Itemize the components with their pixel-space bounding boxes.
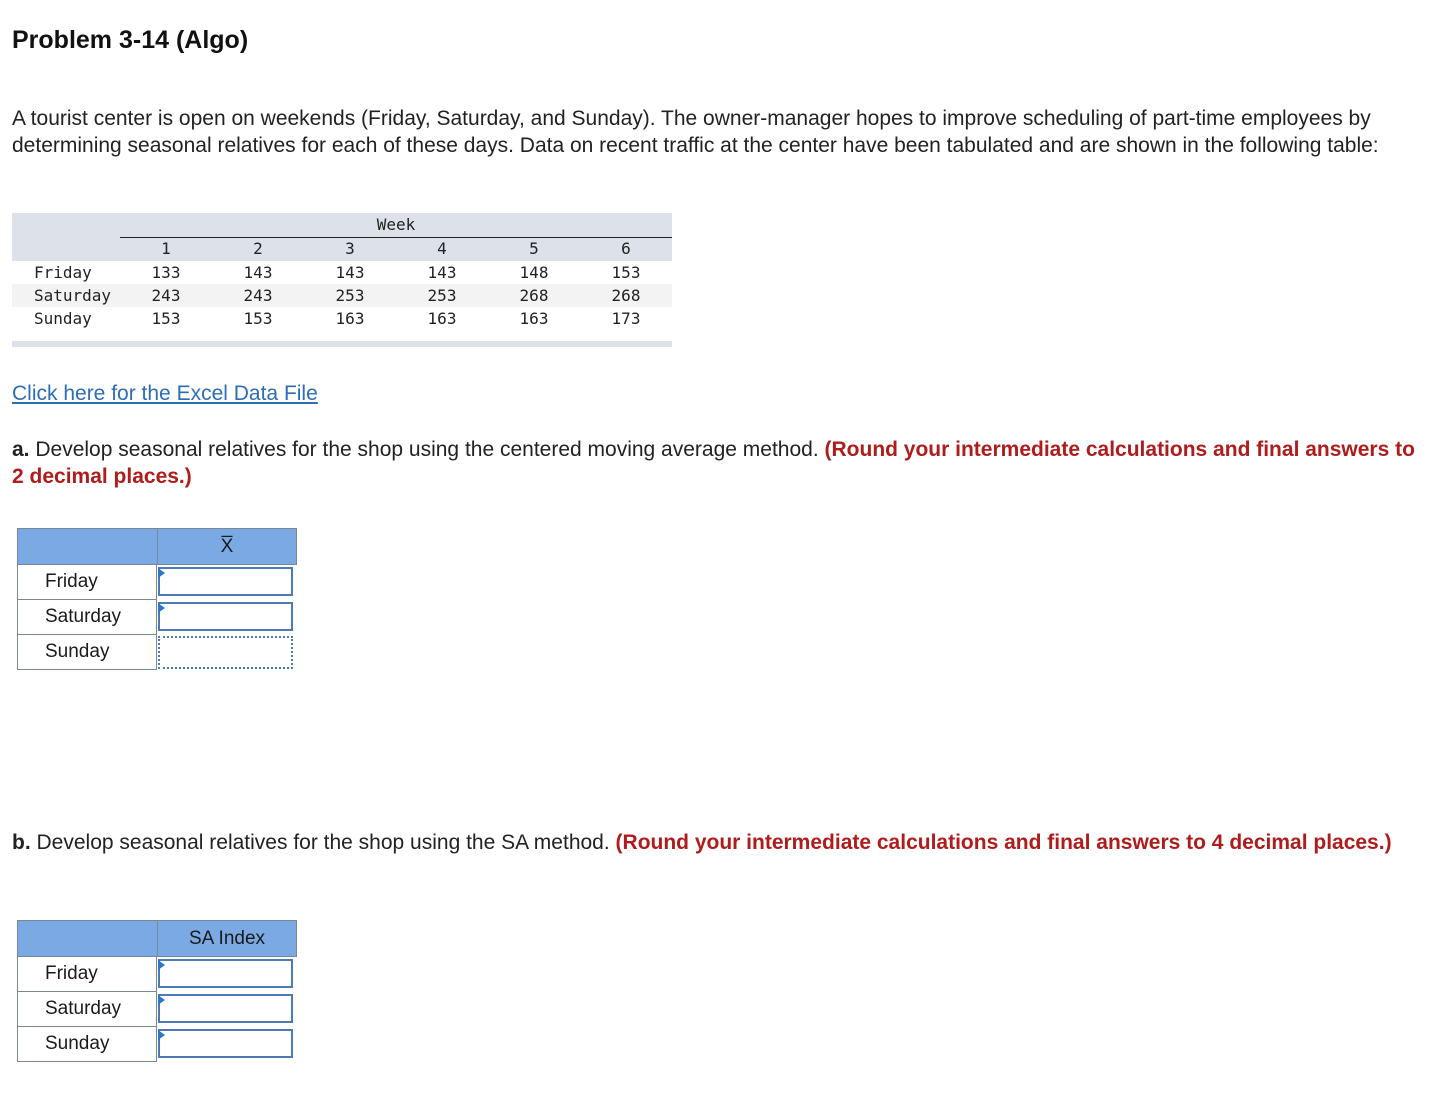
answer-row-label: Friday bbox=[17, 957, 157, 992]
answer-row-friday bbox=[17, 957, 297, 992]
table-cell: 243 bbox=[243, 286, 273, 305]
table-cell: 268 bbox=[519, 286, 549, 305]
part-a-label: a. bbox=[12, 438, 30, 461]
row-label: Sunday bbox=[34, 309, 92, 328]
x-bar-column-header: X̅ bbox=[220, 535, 234, 557]
answer-row-label: Saturday bbox=[17, 992, 157, 1027]
input-marker-icon bbox=[158, 995, 165, 1005]
part-a-answer-table bbox=[17, 528, 297, 670]
answer-row-sunday bbox=[17, 1027, 297, 1062]
table-cell: 253 bbox=[427, 286, 457, 305]
table-cell: 153 bbox=[151, 309, 181, 328]
saturday-sa-index-input[interactable] bbox=[158, 994, 293, 1023]
table-cell: 133 bbox=[151, 263, 181, 282]
answer-row-saturday bbox=[17, 600, 297, 635]
part-a-text: Develop seasonal relatives for the shop using the centered moving average method. bbox=[29, 438, 825, 461]
week-column-header: 2 bbox=[253, 239, 263, 258]
traffic-data-table bbox=[12, 213, 672, 347]
part-b-question bbox=[12, 829, 1422, 856]
part-a-hint: (Round your intermediate calculations and final answers to 2 decimal places.) bbox=[12, 438, 1415, 488]
answer-table-header bbox=[17, 920, 297, 957]
problem-title: Problem 3-14 (Algo) bbox=[12, 26, 249, 54]
answer-row-label: Friday bbox=[17, 565, 157, 600]
header-blank-cell bbox=[18, 529, 158, 564]
table-bottom-bar bbox=[12, 341, 672, 347]
saturday-x-bar-input[interactable] bbox=[158, 602, 293, 631]
row-label: Saturday bbox=[34, 286, 112, 305]
table-cell: 268 bbox=[611, 286, 641, 305]
answer-row-label: Sunday bbox=[17, 635, 157, 670]
input-marker-icon bbox=[158, 603, 165, 613]
table-cell: 163 bbox=[519, 309, 549, 328]
row-label: Friday bbox=[34, 263, 92, 282]
table-cell: 243 bbox=[151, 286, 181, 305]
answer-row-sunday bbox=[17, 635, 297, 670]
answer-row-friday bbox=[17, 565, 297, 600]
table-cell: 143 bbox=[335, 263, 365, 282]
table-row-friday bbox=[12, 261, 672, 284]
sa-index-column-header: SA Index bbox=[188, 927, 266, 949]
week-column-header: 3 bbox=[345, 239, 355, 258]
table-cell: 143 bbox=[243, 263, 273, 282]
week-column-header: 1 bbox=[161, 239, 171, 258]
answer-table-header bbox=[17, 528, 297, 565]
part-b-hint: (Round your intermediate calculations and final answers to 4 decimal places.) bbox=[615, 831, 1392, 854]
input-marker-icon bbox=[158, 1030, 165, 1040]
sunday-x-bar-input[interactable] bbox=[158, 636, 293, 669]
table-cell: 153 bbox=[243, 309, 273, 328]
input-marker-icon bbox=[158, 960, 165, 970]
header-blank-cell bbox=[18, 921, 158, 956]
answer-row-label: Saturday bbox=[17, 600, 157, 635]
answer-row-label: Sunday bbox=[17, 1027, 157, 1062]
header-rule bbox=[120, 237, 672, 238]
week-column-header: 6 bbox=[621, 239, 631, 258]
table-cell: 143 bbox=[427, 263, 457, 282]
week-group-header: Week bbox=[376, 215, 416, 234]
table-cell: 153 bbox=[611, 263, 641, 282]
answer-row-saturday bbox=[17, 992, 297, 1027]
week-column-header: 5 bbox=[529, 239, 539, 258]
excel-data-file-link[interactable]: Click here for the Excel Data File bbox=[12, 382, 318, 405]
table-cell: 253 bbox=[335, 286, 365, 305]
table-header bbox=[12, 213, 672, 261]
part-b-text: Develop seasonal relatives for the shop using the SA method. bbox=[30, 831, 616, 854]
week-column-header: 4 bbox=[437, 239, 447, 258]
table-cell: 163 bbox=[335, 309, 365, 328]
sunday-sa-index-input[interactable] bbox=[158, 1029, 293, 1058]
friday-x-bar-input[interactable] bbox=[158, 567, 293, 596]
part-a-question bbox=[12, 436, 1422, 490]
part-b-label: b. bbox=[12, 831, 31, 854]
table-cell: 148 bbox=[519, 263, 549, 282]
friday-sa-index-input[interactable] bbox=[158, 959, 293, 988]
part-b-answer-table bbox=[17, 920, 297, 1062]
table-row-sunday bbox=[12, 307, 672, 330]
table-cell: 173 bbox=[611, 309, 641, 328]
input-marker-icon bbox=[158, 568, 165, 578]
problem-intro: A tourist center is open on weekends (Friday, Saturday, and Sunday). The owner-manager hopes to improve scheduling of part-time employees by determining seasonal relatives for each of these days. Data on recent traffic at the center have been tabulated and are shown in the following table: bbox=[12, 107, 1379, 157]
table-cell: 163 bbox=[427, 309, 457, 328]
table-row-saturday bbox=[12, 284, 672, 307]
